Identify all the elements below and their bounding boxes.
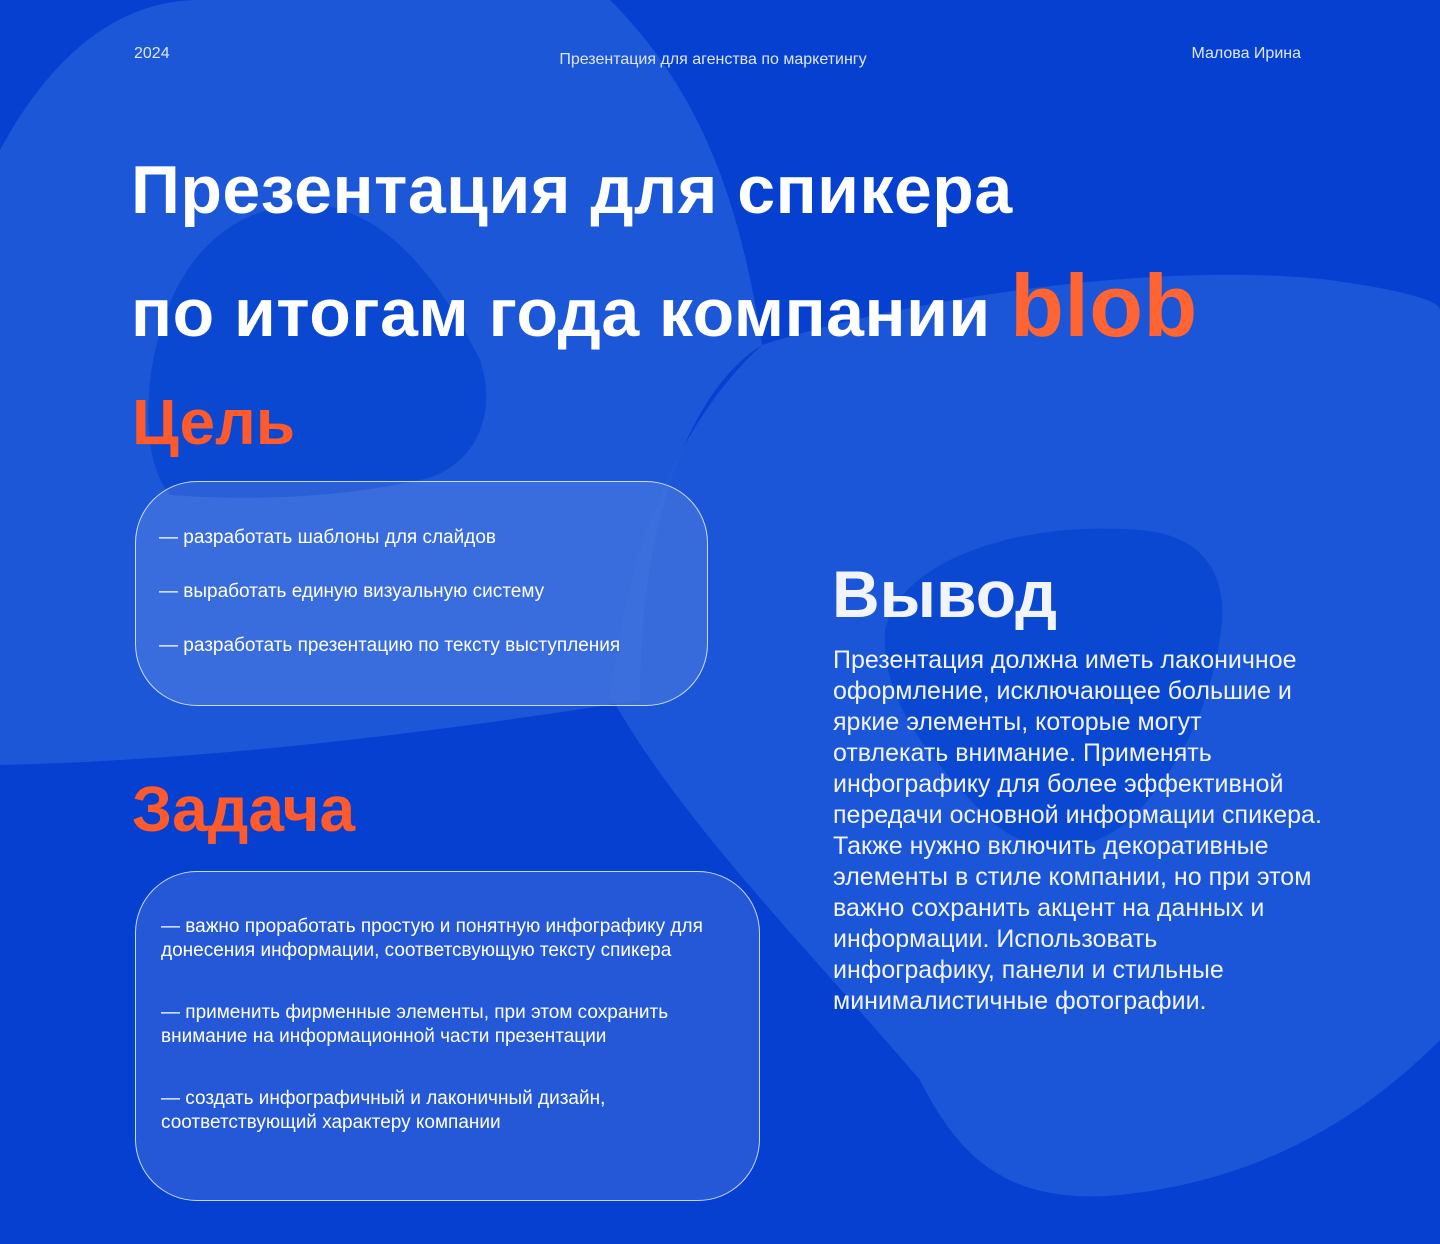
conclusion-heading: Вывод [832,557,1058,631]
title-line-1: Презентация для спикера [131,152,1013,228]
header-year: 2024 [134,45,170,62]
task-item: — создать инфографичный и лаконичный дизайн, соответствующий характеру компании [161,1088,606,1133]
task-heading: Задача [132,773,356,845]
header-subtitle: Презентация для агенства по маркетингу [559,51,867,68]
title-line-2-text: по итогам года компании [131,275,991,351]
task-item: — применить фирменные элементы, при этом сохранить внимание на информационной части презентации [161,1002,669,1047]
goal-item: — разработать презентацию по тексту выступления [159,635,621,656]
goal-item: — выработать единую визуальную систему [159,581,545,602]
header-author: Малова Ирина [1191,45,1301,62]
title-line-2 [131,248,1198,371]
title-brand-accent: blob [1010,256,1198,355]
task-item: — важно проработать простую и понятную инфографику для донесения информации, соответсвующую тексту спикера [161,916,703,961]
conclusion-text: Презентация должна иметь лаконичное оформление, исключающее большие и яркие элементы, которые могут отвлекать внимание. Применять инфографику для более эффективной передачи основной информации спикера. Также нужно включить декоративные элементы в стиле компании, но при этом важно сохранить акцент на данных и информации. Использовать инфографику, панели и стильные минималистичные фотографии. [833,646,1322,1015]
page-title [131,132,1198,371]
goal-item: — разработать шаблоны для слайдов [159,527,496,548]
goal-heading: Цель [132,386,296,458]
task-card [135,871,760,1201]
goal-card [135,481,708,706]
